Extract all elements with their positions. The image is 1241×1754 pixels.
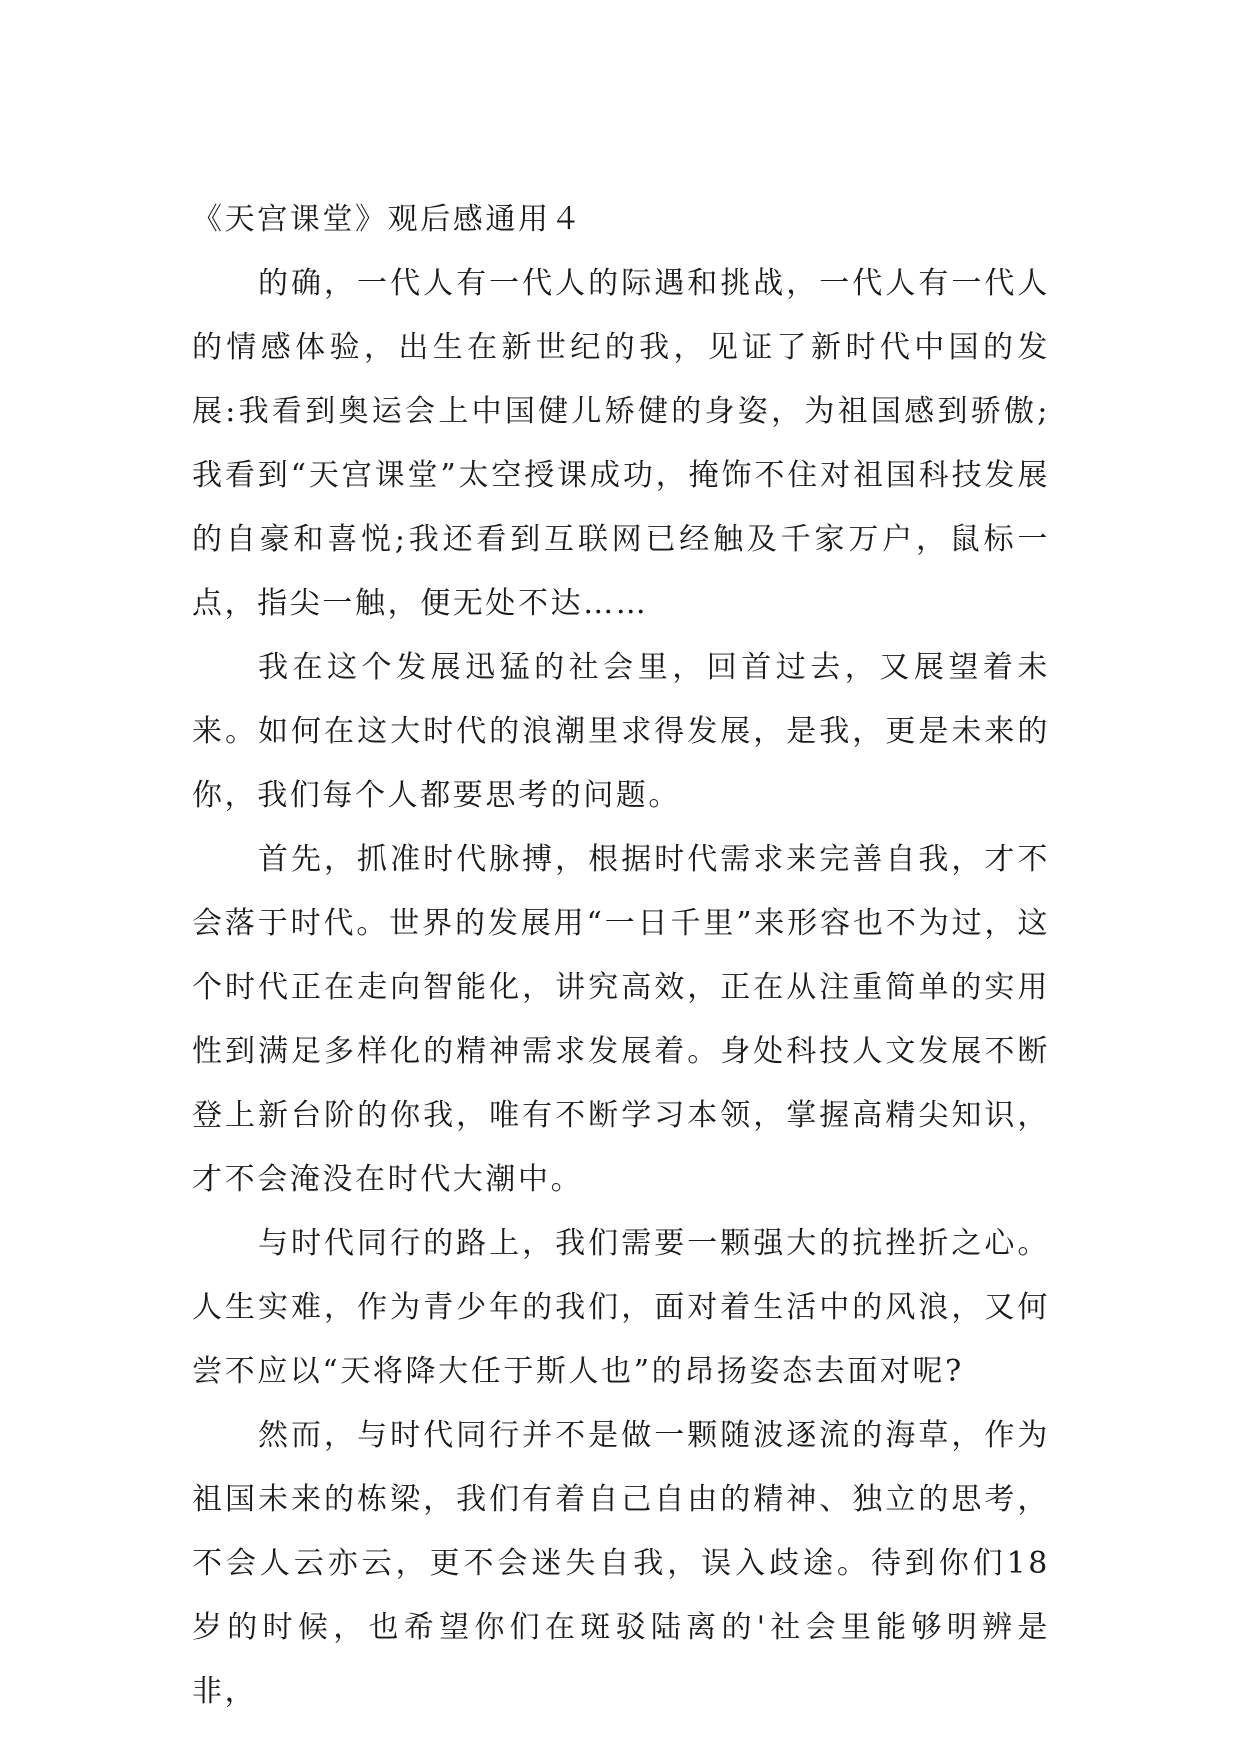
paragraph-4: 与时代同行的路上，我们需要一颗强大的抗挫折之心。人生实难，作为青少年的我们，面对着生活中的风浪，又何尝不应以“天将降大任于斯人也”的昂扬姿态去面对呢?	[192, 1226, 1050, 1389]
paragraph-3: 首先，抓准时代脉搏，根据时代需求来完善自我，才不会落于时代。世界的发展用“一日千里”来形容也不为过，这个时代正在走向智能化，讲究高效，正在从注重简单的实用性到满足多样化的精神需求发展着。身处科技人文发展不断登上新台阶的你我，唯有不断学习本领，掌握高精尖知识，才不会淹没在时代大潮中。	[192, 842, 1050, 1197]
paragraph-2: 我在这个发展迅猛的社会里，回首过去，又展望着未来。如何在这大时代的浪潮里求得发展，是我，更是未来的你，我们每个人都要思考的问题。	[192, 650, 1050, 813]
paragraph-1: 的确，一代人有一代人的际遇和挑战，一代人有一代人的情感体验，出生在新世纪的我，见证了新时代中国的发展:我看到奥运会上中国健儿矫健的身姿，为祖国感到骄傲;我看到“天宫课堂”太空授课成功，掩饰不住对祖国科技发展的自豪和喜悦;我还看到互联网已经触及千家万户，鼠标一点，指尖一触，便无处不达……	[192, 266, 1050, 621]
document-title: 《天宫课堂》观后感通用４	[192, 202, 584, 237]
paragraph-5: 然而，与时代同行并不是做一颗随波逐流的海草，作为祖国未来的栋梁，我们有着自己自由的精神、独立的思考，不会人云亦云，更不会迷失自我，误入歧途。待到你们18岁的时候，也希望你们在斑驳陆离的'社会里能够明辨是非，	[192, 1418, 1050, 1709]
document-body	[192, 188, 1050, 1724]
